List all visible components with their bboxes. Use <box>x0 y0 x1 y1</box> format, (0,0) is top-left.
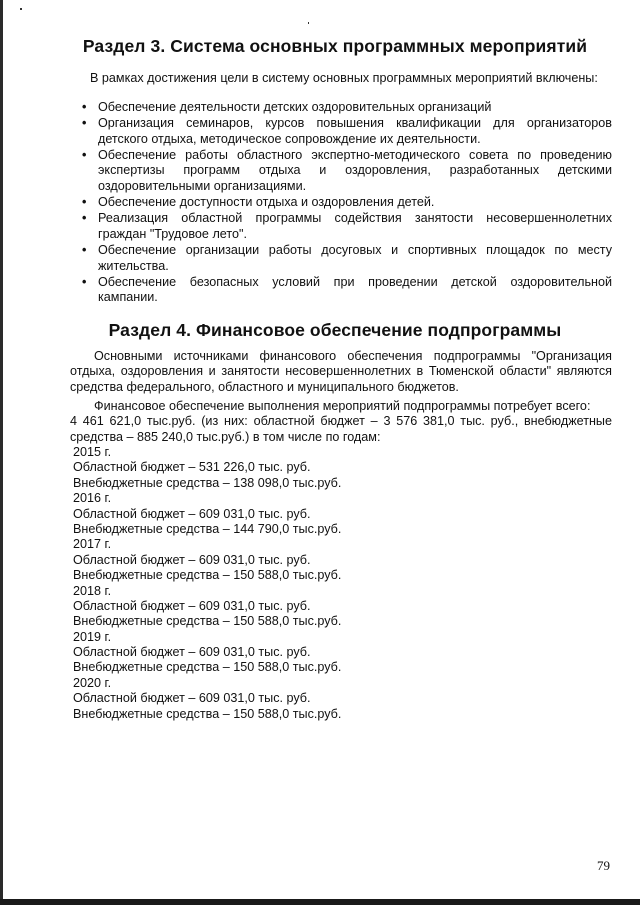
bullet-icon: • <box>82 148 87 162</box>
regional-budget-line: Областной бюджет – 609 031,0 тыс. руб. <box>73 645 311 660</box>
list-item-text: Обеспечение деятельности детских оздоровительных организаций <box>98 100 492 114</box>
bullet-icon: • <box>82 195 87 210</box>
list-item-text: Обеспечение организации работы досуговых и спортивных площадок по месту жительства. <box>98 243 612 273</box>
funding-sources-paragraph: Основными источниками финансового обеспечения подпрограммы "Организация отдыха, оздоровления и занятости несовершеннолетних в Тюменской области" являются средства федерального, областного и муниципального бюджетов. <box>70 349 612 394</box>
bullet-icon: • <box>82 274 87 289</box>
extra-budget-line: Внебюджетные средства – 150 588,0 тыс.руб. <box>73 706 342 721</box>
list-item <box>70 275 612 306</box>
section-4-title: Раздел 4. Финансовое обеспечение подпрограммы <box>108 320 562 340</box>
measures-list <box>70 100 612 307</box>
list-item-text: Организация семинаров, курсов повышения квалификации для организаторов детского отдыха, методическое сопровождение их деятельности. <box>98 116 612 146</box>
year-label: 2016 г. <box>73 491 112 506</box>
extra-budget-line: Внебюджетные средства – 138 098,0 тыс.руб. <box>73 475 342 490</box>
list-item <box>70 211 612 242</box>
yearly-budget-list <box>73 445 473 722</box>
regional-budget-line: Областной бюджет – 609 031,0 тыс. руб. <box>73 552 311 567</box>
regional-budget-line: Областной бюджет – 609 031,0 тыс. руб. <box>73 691 311 706</box>
section-3-intro: В рамках достижения цели в систему основных программных мероприятий включены: <box>90 71 598 85</box>
list-item-text: Обеспечение безопасных условий при проведении детской оздоровительной кампании. <box>98 274 612 305</box>
scan-speck <box>308 22 309 24</box>
year-label: 2019 г. <box>73 629 112 644</box>
section-3-title: Раздел 3. Система основных программных мероприятий <box>82 36 588 56</box>
scan-bottom-edge <box>0 899 640 905</box>
year-label: 2017 г. <box>73 537 112 552</box>
regional-budget-line: Областной бюджет – 609 031,0 тыс. руб. <box>73 506 311 521</box>
list-item <box>70 148 612 194</box>
list-item <box>70 116 612 147</box>
bullet-icon: • <box>82 100 87 114</box>
page-number: 79 <box>597 858 610 873</box>
regional-budget-line: Областной бюджет – 609 031,0 тыс. руб. <box>73 598 311 613</box>
bullet-icon: • <box>82 211 87 226</box>
extra-budget-line: Внебюджетные средства – 144 790,0 тыс.руб. <box>73 521 342 536</box>
year-label: 2015 г. <box>73 445 112 459</box>
list-item-text: Обеспечение доступности отдыха и оздоровления детей. <box>98 195 435 210</box>
finance-total-paragraph <box>70 399 612 445</box>
finance-total-line: 4 461 621,0 тыс.руб. (из них: областной бюджет – 3 576 381,0 тыс. руб., внебюджетные средства – 885 240,0 тыс.руб.) в том числе по годам: <box>70 414 612 444</box>
scan-left-edge <box>0 0 3 905</box>
list-item-text: Обеспечение работы областного экспертно-методического совета по проведению экспертизы программ отдыха и оздоровления, разработанных детскими оздоровительными организациями. <box>98 148 612 193</box>
list-item <box>70 100 612 115</box>
bullet-icon: • <box>82 243 87 258</box>
extra-budget-line: Внебюджетные средства – 150 588,0 тыс.руб. <box>73 568 342 583</box>
year-label: 2020 г. <box>73 675 112 690</box>
finance-intro-line: Финансовое обеспечение выполнения мероприятий подпрограммы потребует всего: <box>94 399 591 413</box>
year-label: 2018 г. <box>73 583 112 598</box>
list-item <box>70 195 612 210</box>
extra-budget-line: Внебюджетные средства – 150 588,0 тыс.руб. <box>73 660 342 675</box>
list-item-text: Реализация областной программы содействия занятости несовершеннолетних граждан "Трудовое лето". <box>98 211 612 241</box>
list-item <box>70 243 612 274</box>
bullet-icon: • <box>82 116 87 131</box>
scan-speck <box>20 8 22 10</box>
extra-budget-line: Внебюджетные средства – 150 588,0 тыс.руб. <box>73 614 342 629</box>
regional-budget-line: Областной бюджет – 531 226,0 тыс. руб. <box>73 460 311 475</box>
